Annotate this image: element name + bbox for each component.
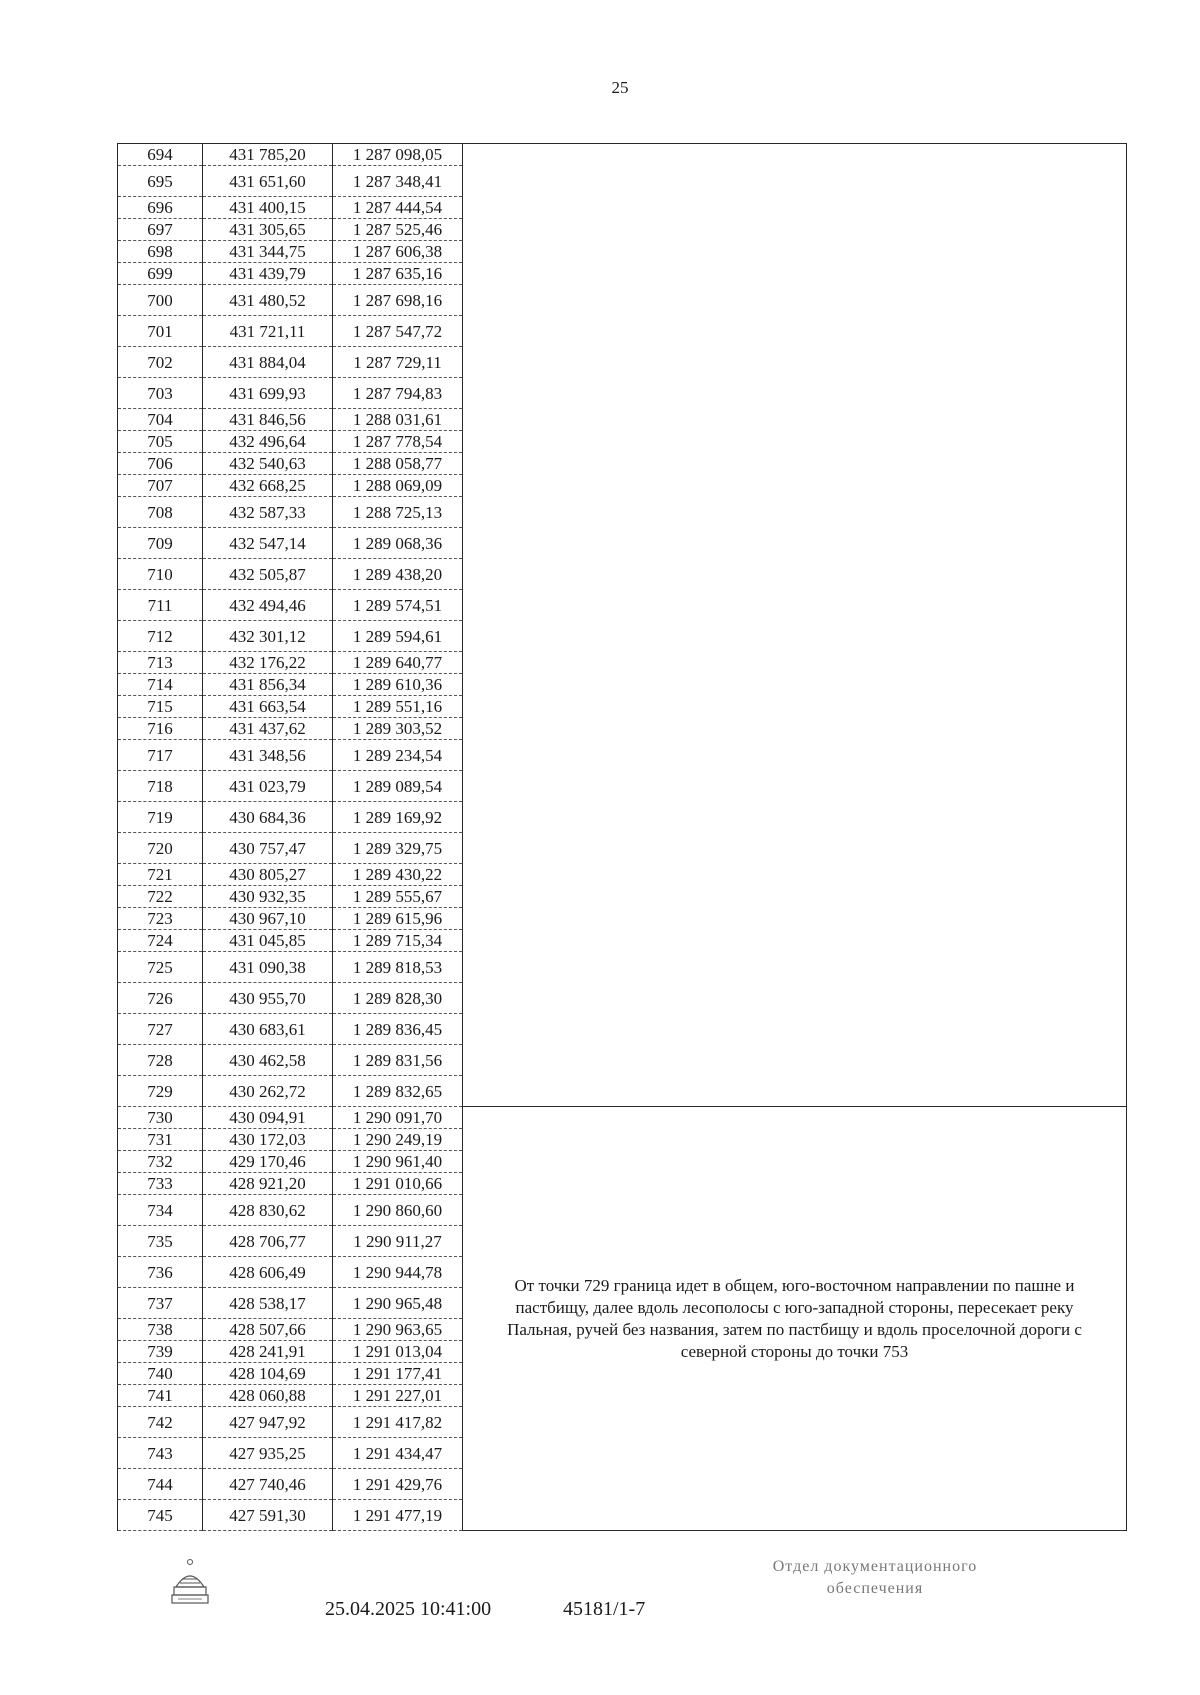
x-coordinate-cell: 431 480,52 [203, 285, 333, 316]
x-coordinate-cell: 430 262,72 [203, 1076, 333, 1107]
x-coordinate-cell: 431 023,79 [203, 771, 333, 802]
point-number-cell: 741 [118, 1385, 203, 1407]
y-coordinate-cell: 1 287 547,72 [333, 316, 463, 347]
x-coordinate-cell: 430 932,35 [203, 886, 333, 908]
y-coordinate-cell: 1 291 417,82 [333, 1407, 463, 1438]
y-coordinate-cell: 1 287 098,05 [333, 144, 463, 166]
x-coordinate-cell: 432 496,64 [203, 431, 333, 453]
x-coordinate-cell: 430 172,03 [203, 1129, 333, 1151]
point-number-cell: 710 [118, 559, 203, 590]
point-number-cell: 716 [118, 718, 203, 740]
y-coordinate-cell: 1 287 444,54 [333, 197, 463, 219]
x-coordinate-cell: 431 884,04 [203, 347, 333, 378]
y-coordinate-cell: 1 290 961,40 [333, 1151, 463, 1173]
point-number-cell: 711 [118, 590, 203, 621]
x-coordinate-cell: 430 684,36 [203, 802, 333, 833]
x-coordinate-cell: 431 090,38 [203, 952, 333, 983]
point-number-cell: 742 [118, 1407, 203, 1438]
y-coordinate-cell: 1 288 031,61 [333, 409, 463, 431]
point-number-cell: 700 [118, 285, 203, 316]
point-number-cell: 738 [118, 1319, 203, 1341]
point-number-cell: 706 [118, 453, 203, 475]
x-coordinate-cell: 431 721,11 [203, 316, 333, 347]
y-coordinate-cell: 1 288 069,09 [333, 475, 463, 497]
x-coordinate-cell: 431 846,56 [203, 409, 333, 431]
point-number-cell: 745 [118, 1500, 203, 1531]
boundary-description-cell [463, 144, 1127, 1107]
point-number-cell: 717 [118, 740, 203, 771]
point-number-cell: 733 [118, 1173, 203, 1195]
x-coordinate-cell: 431 439,79 [203, 263, 333, 285]
point-number-cell: 709 [118, 528, 203, 559]
x-coordinate-cell: 431 856,34 [203, 674, 333, 696]
table-row [118, 1107, 1127, 1129]
footer-timestamp: 25.04.2025 10:41:00 [325, 1598, 492, 1620]
y-coordinate-cell: 1 291 429,76 [333, 1469, 463, 1500]
point-number-cell: 720 [118, 833, 203, 864]
point-number-cell: 702 [118, 347, 203, 378]
coordinates-table [117, 143, 1127, 1531]
x-coordinate-cell: 427 740,46 [203, 1469, 333, 1500]
x-coordinate-cell: 432 547,14 [203, 528, 333, 559]
y-coordinate-cell: 1 289 828,30 [333, 983, 463, 1014]
x-coordinate-cell: 432 505,87 [203, 559, 333, 590]
table-row [118, 144, 1127, 166]
y-coordinate-cell: 1 289 574,51 [333, 590, 463, 621]
y-coordinate-cell: 1 289 430,22 [333, 864, 463, 886]
y-coordinate-cell: 1 291 434,47 [333, 1438, 463, 1469]
footer-doc-number: 45181/1-7 [563, 1598, 646, 1620]
x-coordinate-cell: 430 955,70 [203, 983, 333, 1014]
y-coordinate-cell: 1 289 610,36 [333, 674, 463, 696]
point-number-cell: 734 [118, 1195, 203, 1226]
x-coordinate-cell: 428 241,91 [203, 1341, 333, 1363]
x-coordinate-cell: 431 699,93 [203, 378, 333, 409]
y-coordinate-cell: 1 289 836,45 [333, 1014, 463, 1045]
x-coordinate-cell: 432 587,33 [203, 497, 333, 528]
point-number-cell: 696 [118, 197, 203, 219]
x-coordinate-cell: 428 538,17 [203, 1288, 333, 1319]
point-number-cell: 727 [118, 1014, 203, 1045]
y-coordinate-cell: 1 289 068,36 [333, 528, 463, 559]
y-coordinate-cell: 1 290 249,19 [333, 1129, 463, 1151]
x-coordinate-cell: 432 301,12 [203, 621, 333, 652]
y-coordinate-cell: 1 287 606,38 [333, 241, 463, 263]
point-number-cell: 735 [118, 1226, 203, 1257]
page-number: 25 [611, 78, 629, 97]
point-number-cell: 728 [118, 1045, 203, 1076]
point-number-cell: 719 [118, 802, 203, 833]
y-coordinate-cell: 1 288 725,13 [333, 497, 463, 528]
y-coordinate-cell: 1 288 058,77 [333, 453, 463, 475]
point-number-cell: 726 [118, 983, 203, 1014]
point-number-cell: 714 [118, 674, 203, 696]
point-number-cell: 736 [118, 1257, 203, 1288]
x-coordinate-cell: 432 176,22 [203, 652, 333, 674]
x-coordinate-cell: 427 935,25 [203, 1438, 333, 1469]
x-coordinate-cell: 430 462,58 [203, 1045, 333, 1076]
point-number-cell: 697 [118, 219, 203, 241]
y-coordinate-cell: 1 289 329,75 [333, 833, 463, 864]
y-coordinate-cell: 1 290 965,48 [333, 1288, 463, 1319]
point-number-cell: 725 [118, 952, 203, 983]
point-number-cell: 731 [118, 1129, 203, 1151]
point-number-cell: 724 [118, 930, 203, 952]
y-coordinate-cell: 1 290 860,60 [333, 1195, 463, 1226]
x-coordinate-cell: 430 683,61 [203, 1014, 333, 1045]
point-number-cell: 699 [118, 263, 203, 285]
point-number-cell: 703 [118, 378, 203, 409]
point-number-cell: 712 [118, 621, 203, 652]
point-number-cell: 713 [118, 652, 203, 674]
x-coordinate-cell: 427 591,30 [203, 1500, 333, 1531]
y-coordinate-cell: 1 287 698,16 [333, 285, 463, 316]
x-coordinate-cell: 428 104,69 [203, 1363, 333, 1385]
y-coordinate-cell: 1 289 640,77 [333, 652, 463, 674]
y-coordinate-cell: 1 290 911,27 [333, 1226, 463, 1257]
x-coordinate-cell: 431 305,65 [203, 219, 333, 241]
point-number-cell: 718 [118, 771, 203, 802]
point-number-cell: 715 [118, 696, 203, 718]
y-coordinate-cell: 1 289 615,96 [333, 908, 463, 930]
y-coordinate-cell: 1 287 729,11 [333, 347, 463, 378]
x-coordinate-cell: 431 348,56 [203, 740, 333, 771]
y-coordinate-cell: 1 289 551,16 [333, 696, 463, 718]
x-coordinate-cell: 431 785,20 [203, 144, 333, 166]
x-coordinate-cell: 431 045,85 [203, 930, 333, 952]
x-coordinate-cell: 431 344,75 [203, 241, 333, 263]
point-number-cell: 701 [118, 316, 203, 347]
y-coordinate-cell: 1 290 963,65 [333, 1319, 463, 1341]
x-coordinate-cell: 432 540,63 [203, 453, 333, 475]
y-coordinate-cell: 1 289 594,61 [333, 621, 463, 652]
y-coordinate-cell: 1 291 177,41 [333, 1363, 463, 1385]
x-coordinate-cell: 428 706,77 [203, 1226, 333, 1257]
point-number-cell: 704 [118, 409, 203, 431]
point-number-cell: 722 [118, 886, 203, 908]
point-number-cell: 732 [118, 1151, 203, 1173]
x-coordinate-cell: 431 437,62 [203, 718, 333, 740]
y-coordinate-cell: 1 291 013,04 [333, 1341, 463, 1363]
y-coordinate-cell: 1 289 832,65 [333, 1076, 463, 1107]
y-coordinate-cell: 1 289 303,52 [333, 718, 463, 740]
y-coordinate-cell: 1 287 348,41 [333, 166, 463, 197]
point-number-cell: 705 [118, 431, 203, 453]
y-coordinate-cell: 1 287 525,46 [333, 219, 463, 241]
department-stamp [725, 1556, 1025, 1600]
y-coordinate-cell: 1 287 794,83 [333, 378, 463, 409]
point-number-cell: 740 [118, 1363, 203, 1385]
x-coordinate-cell: 428 606,49 [203, 1257, 333, 1288]
point-number-cell: 707 [118, 475, 203, 497]
y-coordinate-cell: 1 290 944,78 [333, 1257, 463, 1288]
point-number-cell: 698 [118, 241, 203, 263]
x-coordinate-cell: 428 921,20 [203, 1173, 333, 1195]
point-number-cell: 708 [118, 497, 203, 528]
y-coordinate-cell: 1 290 091,70 [333, 1107, 463, 1129]
x-coordinate-cell: 431 663,54 [203, 696, 333, 718]
point-number-cell: 723 [118, 908, 203, 930]
point-number-cell: 721 [118, 864, 203, 886]
y-coordinate-cell: 1 289 831,56 [333, 1045, 463, 1076]
y-coordinate-cell: 1 287 778,54 [333, 431, 463, 453]
y-coordinate-cell: 1 291 227,01 [333, 1385, 463, 1407]
x-coordinate-cell: 430 805,27 [203, 864, 333, 886]
point-number-cell: 695 [118, 166, 203, 197]
x-coordinate-cell: 427 947,92 [203, 1407, 333, 1438]
x-coordinate-cell: 432 668,25 [203, 475, 333, 497]
x-coordinate-cell: 429 170,46 [203, 1151, 333, 1173]
x-coordinate-cell: 431 651,60 [203, 166, 333, 197]
x-coordinate-cell: 428 060,88 [203, 1385, 333, 1407]
x-coordinate-cell: 430 757,47 [203, 833, 333, 864]
y-coordinate-cell: 1 289 089,54 [333, 771, 463, 802]
x-coordinate-cell: 428 830,62 [203, 1195, 333, 1226]
y-coordinate-cell: 1 287 635,16 [333, 263, 463, 285]
point-number-cell: 730 [118, 1107, 203, 1129]
y-coordinate-cell: 1 289 438,20 [333, 559, 463, 590]
point-number-cell: 744 [118, 1469, 203, 1500]
point-number-cell: 737 [118, 1288, 203, 1319]
y-coordinate-cell: 1 289 234,54 [333, 740, 463, 771]
stamp-line-1: Отдел документационного [772, 1558, 978, 1575]
boundary-description-cell: От точки 729 граница идет в общем, юго-восточном направлении по пашне и пастбищу, далее вдоль лесополосы с юго-западной стороны, пересекает реку Пальная, ручей без названия, затем по пастбищу и вдоль проселочной дороги с северной стороны до точки 753 [463, 1107, 1127, 1531]
y-coordinate-cell: 1 289 818,53 [333, 952, 463, 983]
stamp-line-2: обеспечения [826, 1580, 924, 1597]
x-coordinate-cell: 428 507,66 [203, 1319, 333, 1341]
y-coordinate-cell: 1 291 010,66 [333, 1173, 463, 1195]
x-coordinate-cell: 430 967,10 [203, 908, 333, 930]
x-coordinate-cell: 431 400,15 [203, 197, 333, 219]
point-number-cell: 694 [118, 144, 203, 166]
x-coordinate-cell: 432 494,46 [203, 590, 333, 621]
point-number-cell: 743 [118, 1438, 203, 1469]
y-coordinate-cell: 1 289 715,34 [333, 930, 463, 952]
x-coordinate-cell: 430 094,91 [203, 1107, 333, 1129]
y-coordinate-cell: 1 291 477,19 [333, 1500, 463, 1531]
point-number-cell: 739 [118, 1341, 203, 1363]
emblem-logo [168, 1557, 212, 1607]
point-number-cell: 729 [118, 1076, 203, 1107]
y-coordinate-cell: 1 289 555,67 [333, 886, 463, 908]
y-coordinate-cell: 1 289 169,92 [333, 802, 463, 833]
